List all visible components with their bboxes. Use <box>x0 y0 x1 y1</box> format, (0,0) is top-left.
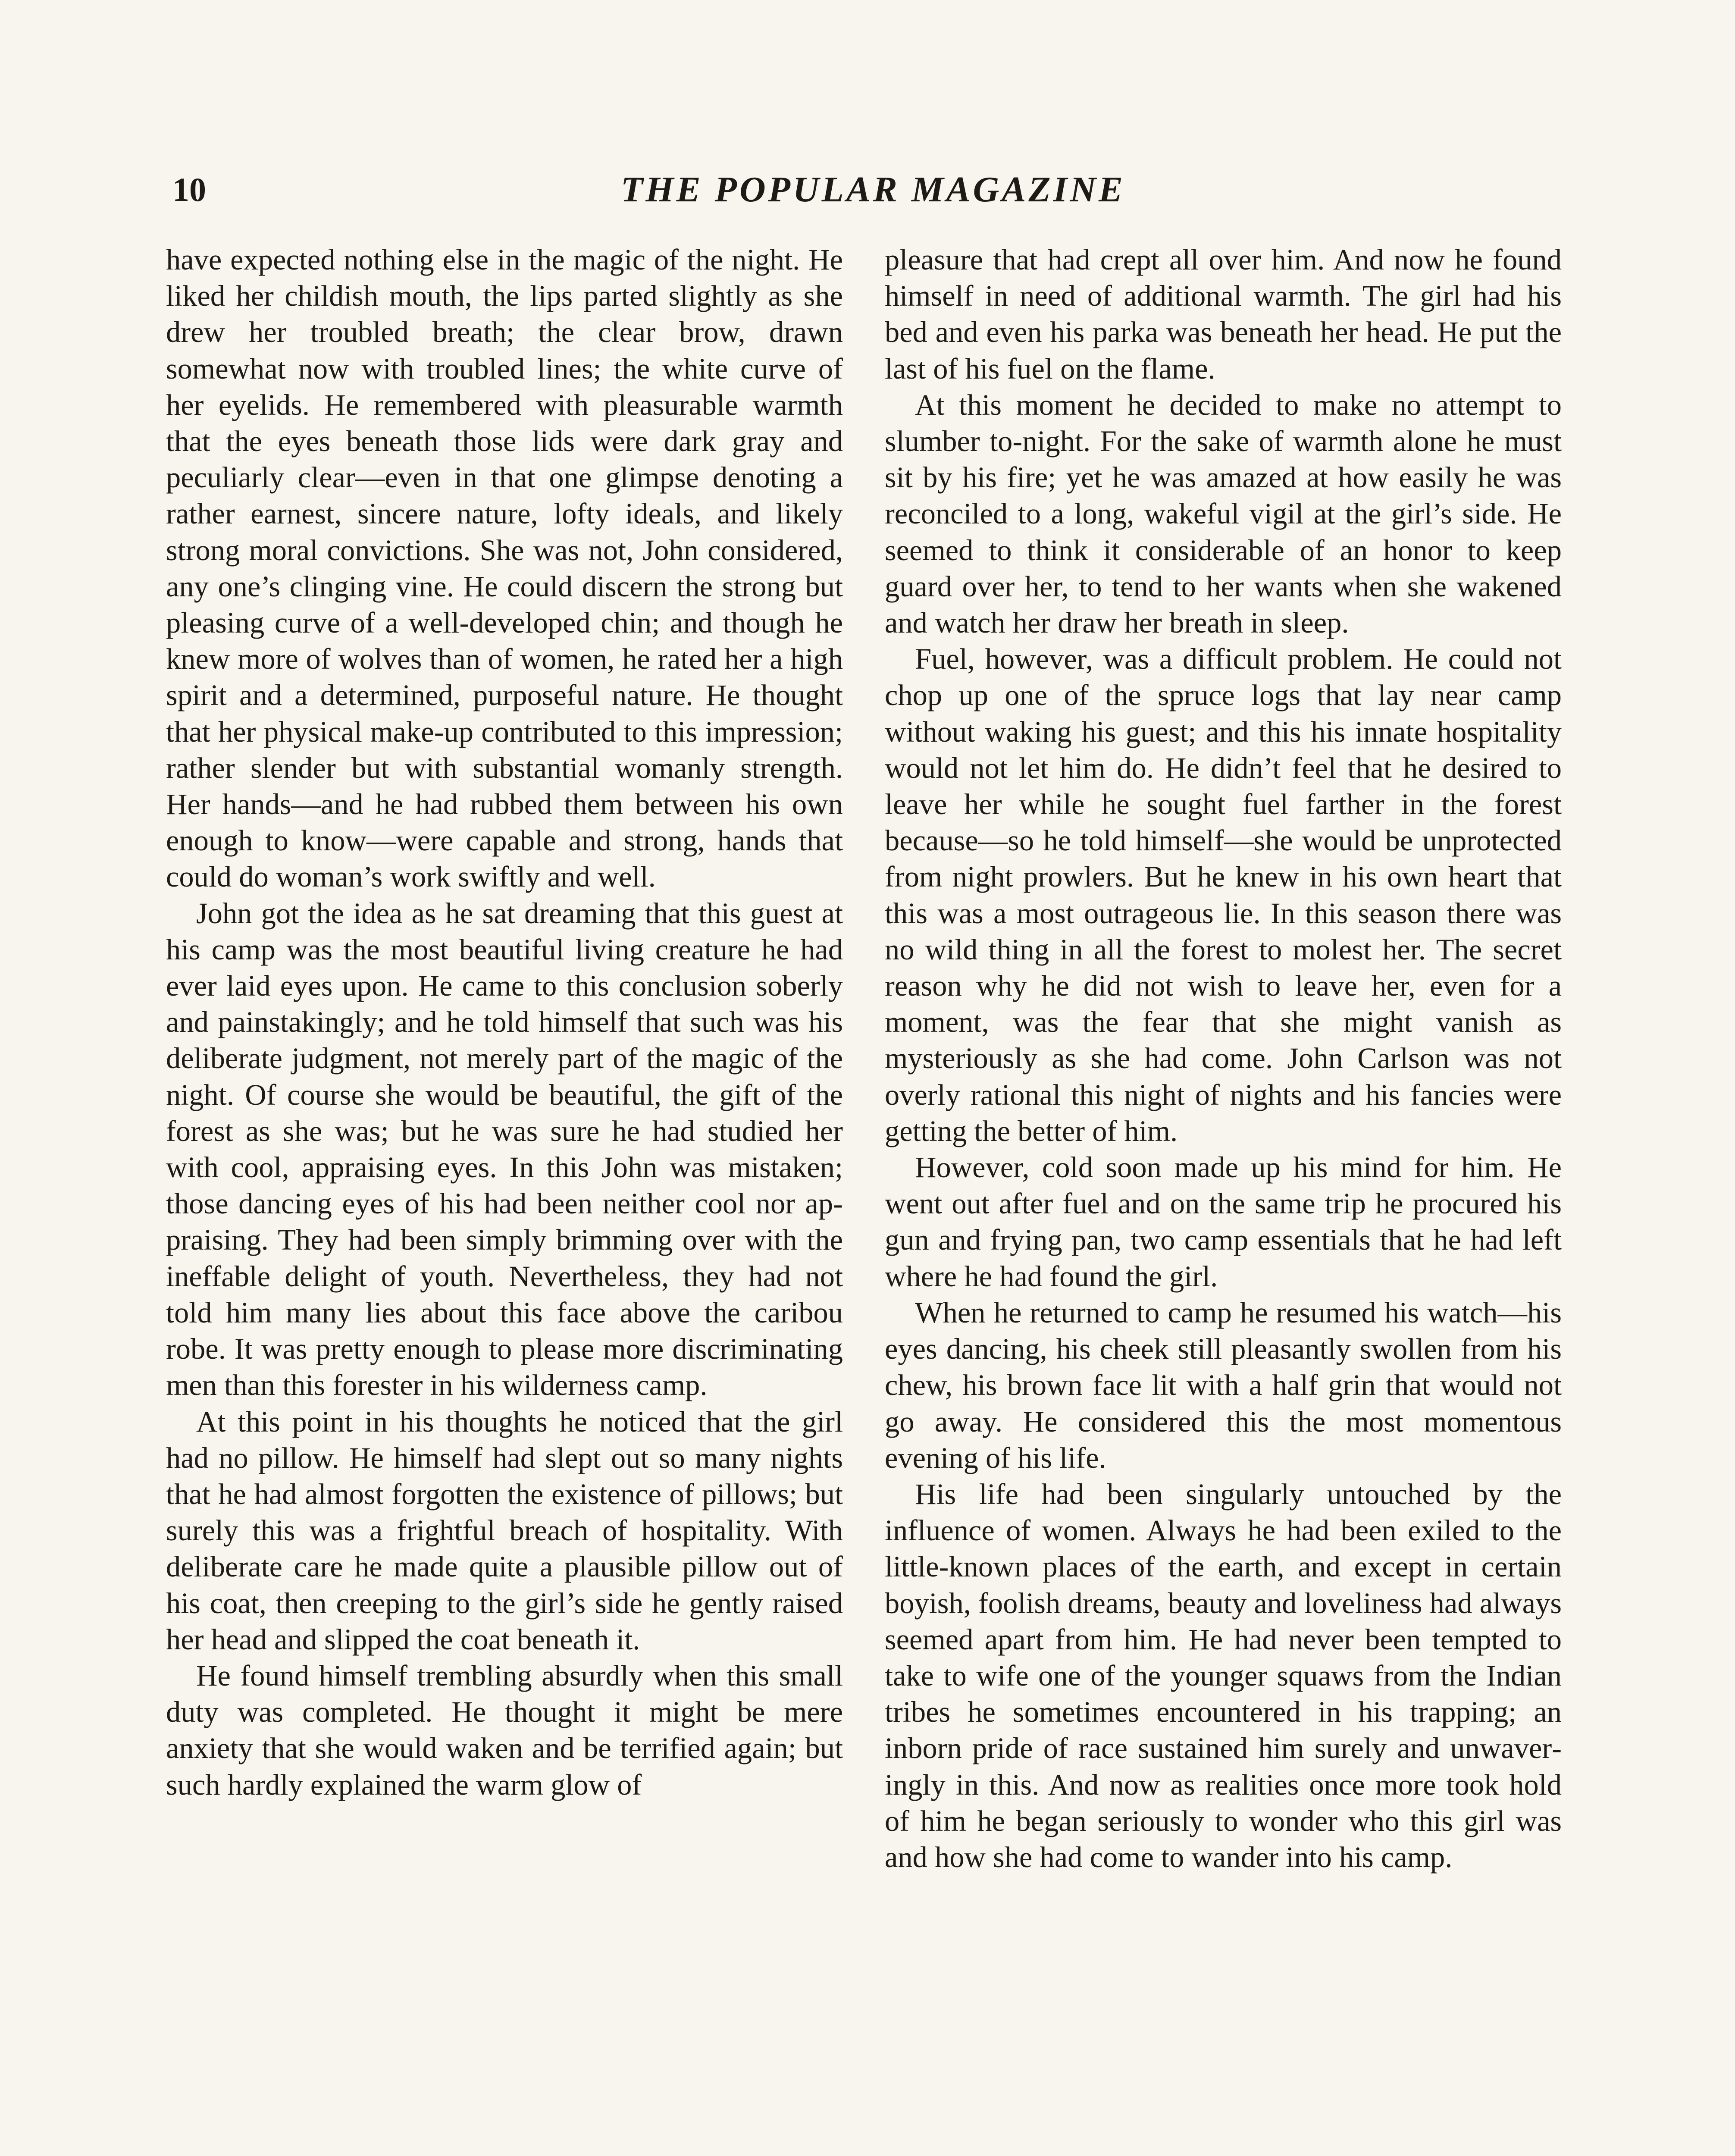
running-title: THE POPULAR MAGAZINE <box>620 169 1126 210</box>
page-header <box>172 166 1574 218</box>
paragraph: John got the idea as he sat dreaming that this guest at his camp was the most beautiful living creature he had ever laid eyes upon. He came to this conclusion soberly and painstakingly; and he told himself that such was his deliberate judgment, not merely part of the magic of the night. Of course she would be beautiful, the gift of the forest as she was; but he was sure he had studied her with cool, appraising eyes. In this John was mistaken; those dancing eyes of his had been neither cool nor appraising. They had been simply brimming over with the ineffable delight of youth. Nevertheless, they had not told him many lies about this face above the caribou robe. It was pretty enough to please more discriminating men than this forester in his wilderness camp. <box>166 896 843 1402</box>
paragraph: However, cold soon made up his mind for him. He went out after fuel and on the same trip he procured his gun and frying pan, two camp essentials that he had left where he had found the girl. <box>885 1151 1562 1293</box>
paragraph: At this moment he decided to make no attempt to slumber to-night. For the sake of warmth alone he must sit by his fire; yet he was amazed at how easily he was reconciled to a long, wakeful vigil at the girl’s side. He seemed to think it considerable of an honor to keep guard over her, to tend to her wants when she wakened and watch her draw her breath in sleep. <box>885 388 1562 639</box>
paragraph: At this point in his thoughts he noticed that the girl had no pillow. He himself had slept out so many nights that he had almost forgotten the existence of pillows; but surely this was a frightful breach of hospitality. With deliberate care he made quite a plausible pillow out of his coat, then creeping to the girl’s side he gently raised her head and slipped the coat beneath it. <box>166 1405 843 1656</box>
left-column <box>166 241 843 1803</box>
paragraph: He found himself trembling absurdly when this small duty was completed. He thought it might be mere anxiety that she would waken and be terrified again; but such hardly explained the warm glow of <box>166 1659 843 1801</box>
paragraph: When he returned to camp he resumed his watch—his eyes dancing, his cheek still pleasantly swollen from his chew, his brown face lit with a half grin that would not go away. He considered this the most momentous evening of his life. <box>885 1296 1562 1474</box>
paragraph: Fuel, however, was a difficult problem. He could not chop up one of the spruce logs that lay near camp without waking his guest; and this his innate hospitality would not let him do. He didn’t feel that he desired to leave her while he sought fuel farther in the forest because—so he told himself—she would be unprotected from night prowlers. But he knew in his own heart that this was a most outrageous lie. In this season there was no wild thing in all the forest to molest her. The secret reason why he did not wish to leave her, even for a moment, was the fear that she might vanish as mysteriously as she had come. John Carlson was not overly rational this night of nights and his fancies were getting the better of him. <box>885 642 1562 1147</box>
paragraph: His life had been singularly untouched by the influence of women. Always he had been exiled to the little-known places of the earth, and except in certain boyish, foolish dreams, beauty and loveliness had always seemed apart from him. He had never been tempted to take to wife one of the younger squaws from the Indian tribes he sometimes encountered in his trapping; an inborn pride of race sustained him surely and unwaveringly in this. And now as realities once more took hold of him he began seriously to wonder who this girl was and how she had come to wander into his camp. <box>885 1477 1562 1874</box>
page-number: 10 <box>172 171 206 208</box>
paragraph: pleasure that had crept all over him. And now he found himself in need of additional warmth. The girl had his bed and even his parka was beneath her head. He put the last of his fuel on the flame. <box>885 243 1562 385</box>
right-column <box>885 241 1562 1875</box>
paragraph: have expected nothing else in the magic of the night. He liked her childish mouth, the lips parted slightly as she drew her troubled breath; the clear brow, drawn somewhat now with troubled lines; the white curve of her eyelids. He remembered with pleasurable warmth that the eyes beneath those lids were dark gray and peculiarly clear—even in that one glimpse denoting a rather earnest, sincere nature, lofty ideals, and likely strong moral convictions. She was not, John considered, any one’s clinging vine. He could discern the strong but pleasing curve of a well-developed chin; and though he knew more of wolves than of women, he rated her a high spirit and a determined, purposeful nature. He thought that her physical make-up contributed to this impression; rather slender but with substantial womanly strength. Her hands—and he had rubbed them between his own enough to know—were capable and strong, hands that could do woman’s work swiftly and well. <box>166 243 843 893</box>
